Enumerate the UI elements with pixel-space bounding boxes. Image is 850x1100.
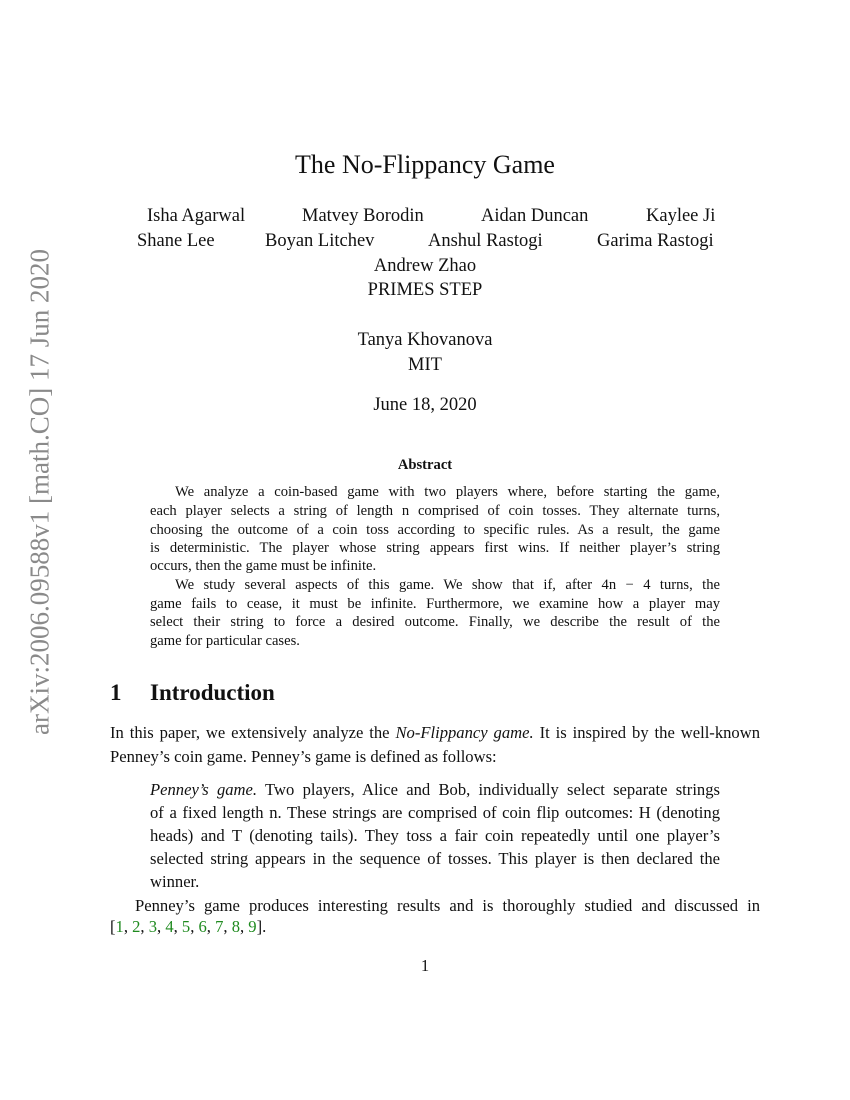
abstract-line: We study several aspects of this game. We show that if, after 4n − 4 turns, the bbox=[175, 577, 720, 593]
author: Boyan Litchev bbox=[265, 231, 375, 251]
affiliation: PRIMES STEP bbox=[367, 280, 483, 300]
text: In this paper, we extensively analyze the bbox=[110, 723, 396, 742]
citation-link[interactable]: 7 bbox=[215, 917, 224, 936]
emphasis: No-Flippancy game. bbox=[395, 723, 534, 742]
author: Tanya Khovanova bbox=[357, 330, 493, 350]
author: Matvey Borodin bbox=[302, 206, 424, 226]
text: It is inspired by the well-known bbox=[533, 723, 761, 742]
quote-line: of a fixed length n. These strings are comprised of coin flip outcomes: H (denoting bbox=[150, 803, 720, 822]
date: June 18, 2020 bbox=[373, 395, 477, 415]
quote-line: heads) and T (denoting tails). They toss a fair coin repeatedly until one player’s bbox=[150, 826, 720, 845]
intro-line: Penney’s game produces interesting results and is thoroughly studied and discussed in bbox=[135, 896, 760, 915]
author: Kaylee Ji bbox=[646, 206, 716, 226]
author: Shane Lee bbox=[137, 231, 215, 251]
author: Andrew Zhao bbox=[373, 256, 477, 276]
quote-line: selected string appears in the sequence of tosses. This player is then declared the bbox=[150, 849, 720, 868]
citation-link[interactable]: 9 bbox=[248, 917, 257, 936]
abstract-heading: Abstract bbox=[397, 457, 453, 473]
abstract-line: choosing the outcome of a coin toss according to specific rules. As a result, the game bbox=[150, 521, 720, 538]
citation-link[interactable]: 3 bbox=[148, 917, 158, 936]
abstract-line: is deterministic. The player whose string appears first wins. If neither player’s string bbox=[150, 540, 720, 556]
abstract-line: game fails to cease, it must be infinite. Furthermore, we examine how a player may bbox=[150, 595, 720, 612]
abstract-line: game for particular cases. bbox=[150, 633, 300, 649]
abstract-line: We analyze a coin-based game with two players where, before starting the game, bbox=[175, 484, 720, 500]
abstract-line: select their string to force a desired outcome. Finally, we describe the result of the bbox=[150, 614, 720, 630]
citation-link[interactable]: 4 bbox=[165, 917, 174, 936]
intro-line: Penney’s coin game. Penney’s game is defined as follows: bbox=[110, 747, 497, 766]
intro-line bbox=[110, 723, 760, 743]
section-number: 1 bbox=[110, 680, 122, 705]
author: Isha Agarwal bbox=[147, 206, 246, 226]
citation-link[interactable]: 2 bbox=[132, 917, 141, 936]
citation-link[interactable]: 6 bbox=[198, 917, 207, 936]
arxiv-identifier: arXiv:2006.09588v1 [math.CO] 17 Jun 2020 bbox=[24, 249, 55, 735]
emphasis: Penney’s game. bbox=[150, 780, 258, 799]
paper-title: The No-Flippancy Game bbox=[295, 150, 555, 179]
abstract-line: each player selects a string of length n comprised of coin tosses. They alternate turns, bbox=[150, 503, 720, 519]
author: Anshul Rastogi bbox=[428, 231, 543, 251]
affiliation: MIT bbox=[408, 355, 442, 375]
section-title: Introduction bbox=[150, 680, 275, 705]
author: Garima Rastogi bbox=[597, 231, 714, 251]
quote-line bbox=[150, 780, 720, 800]
citation-link[interactable]: 5 bbox=[181, 917, 191, 936]
citation-list: [1, 2, 3, 4, 5, 6, 7, 8, 9]. bbox=[110, 917, 267, 936]
author: Aidan Duncan bbox=[481, 206, 589, 226]
citation-link[interactable]: 8 bbox=[231, 917, 240, 936]
page-number: 1 bbox=[420, 956, 430, 975]
abstract-line: occurs, then the game must be infinite. bbox=[150, 558, 377, 574]
quote-line: winner. bbox=[150, 872, 200, 891]
citation-link[interactable]: 1 bbox=[115, 917, 124, 936]
text: Two players, Alice and Bob, individually select separate strings bbox=[257, 780, 720, 799]
